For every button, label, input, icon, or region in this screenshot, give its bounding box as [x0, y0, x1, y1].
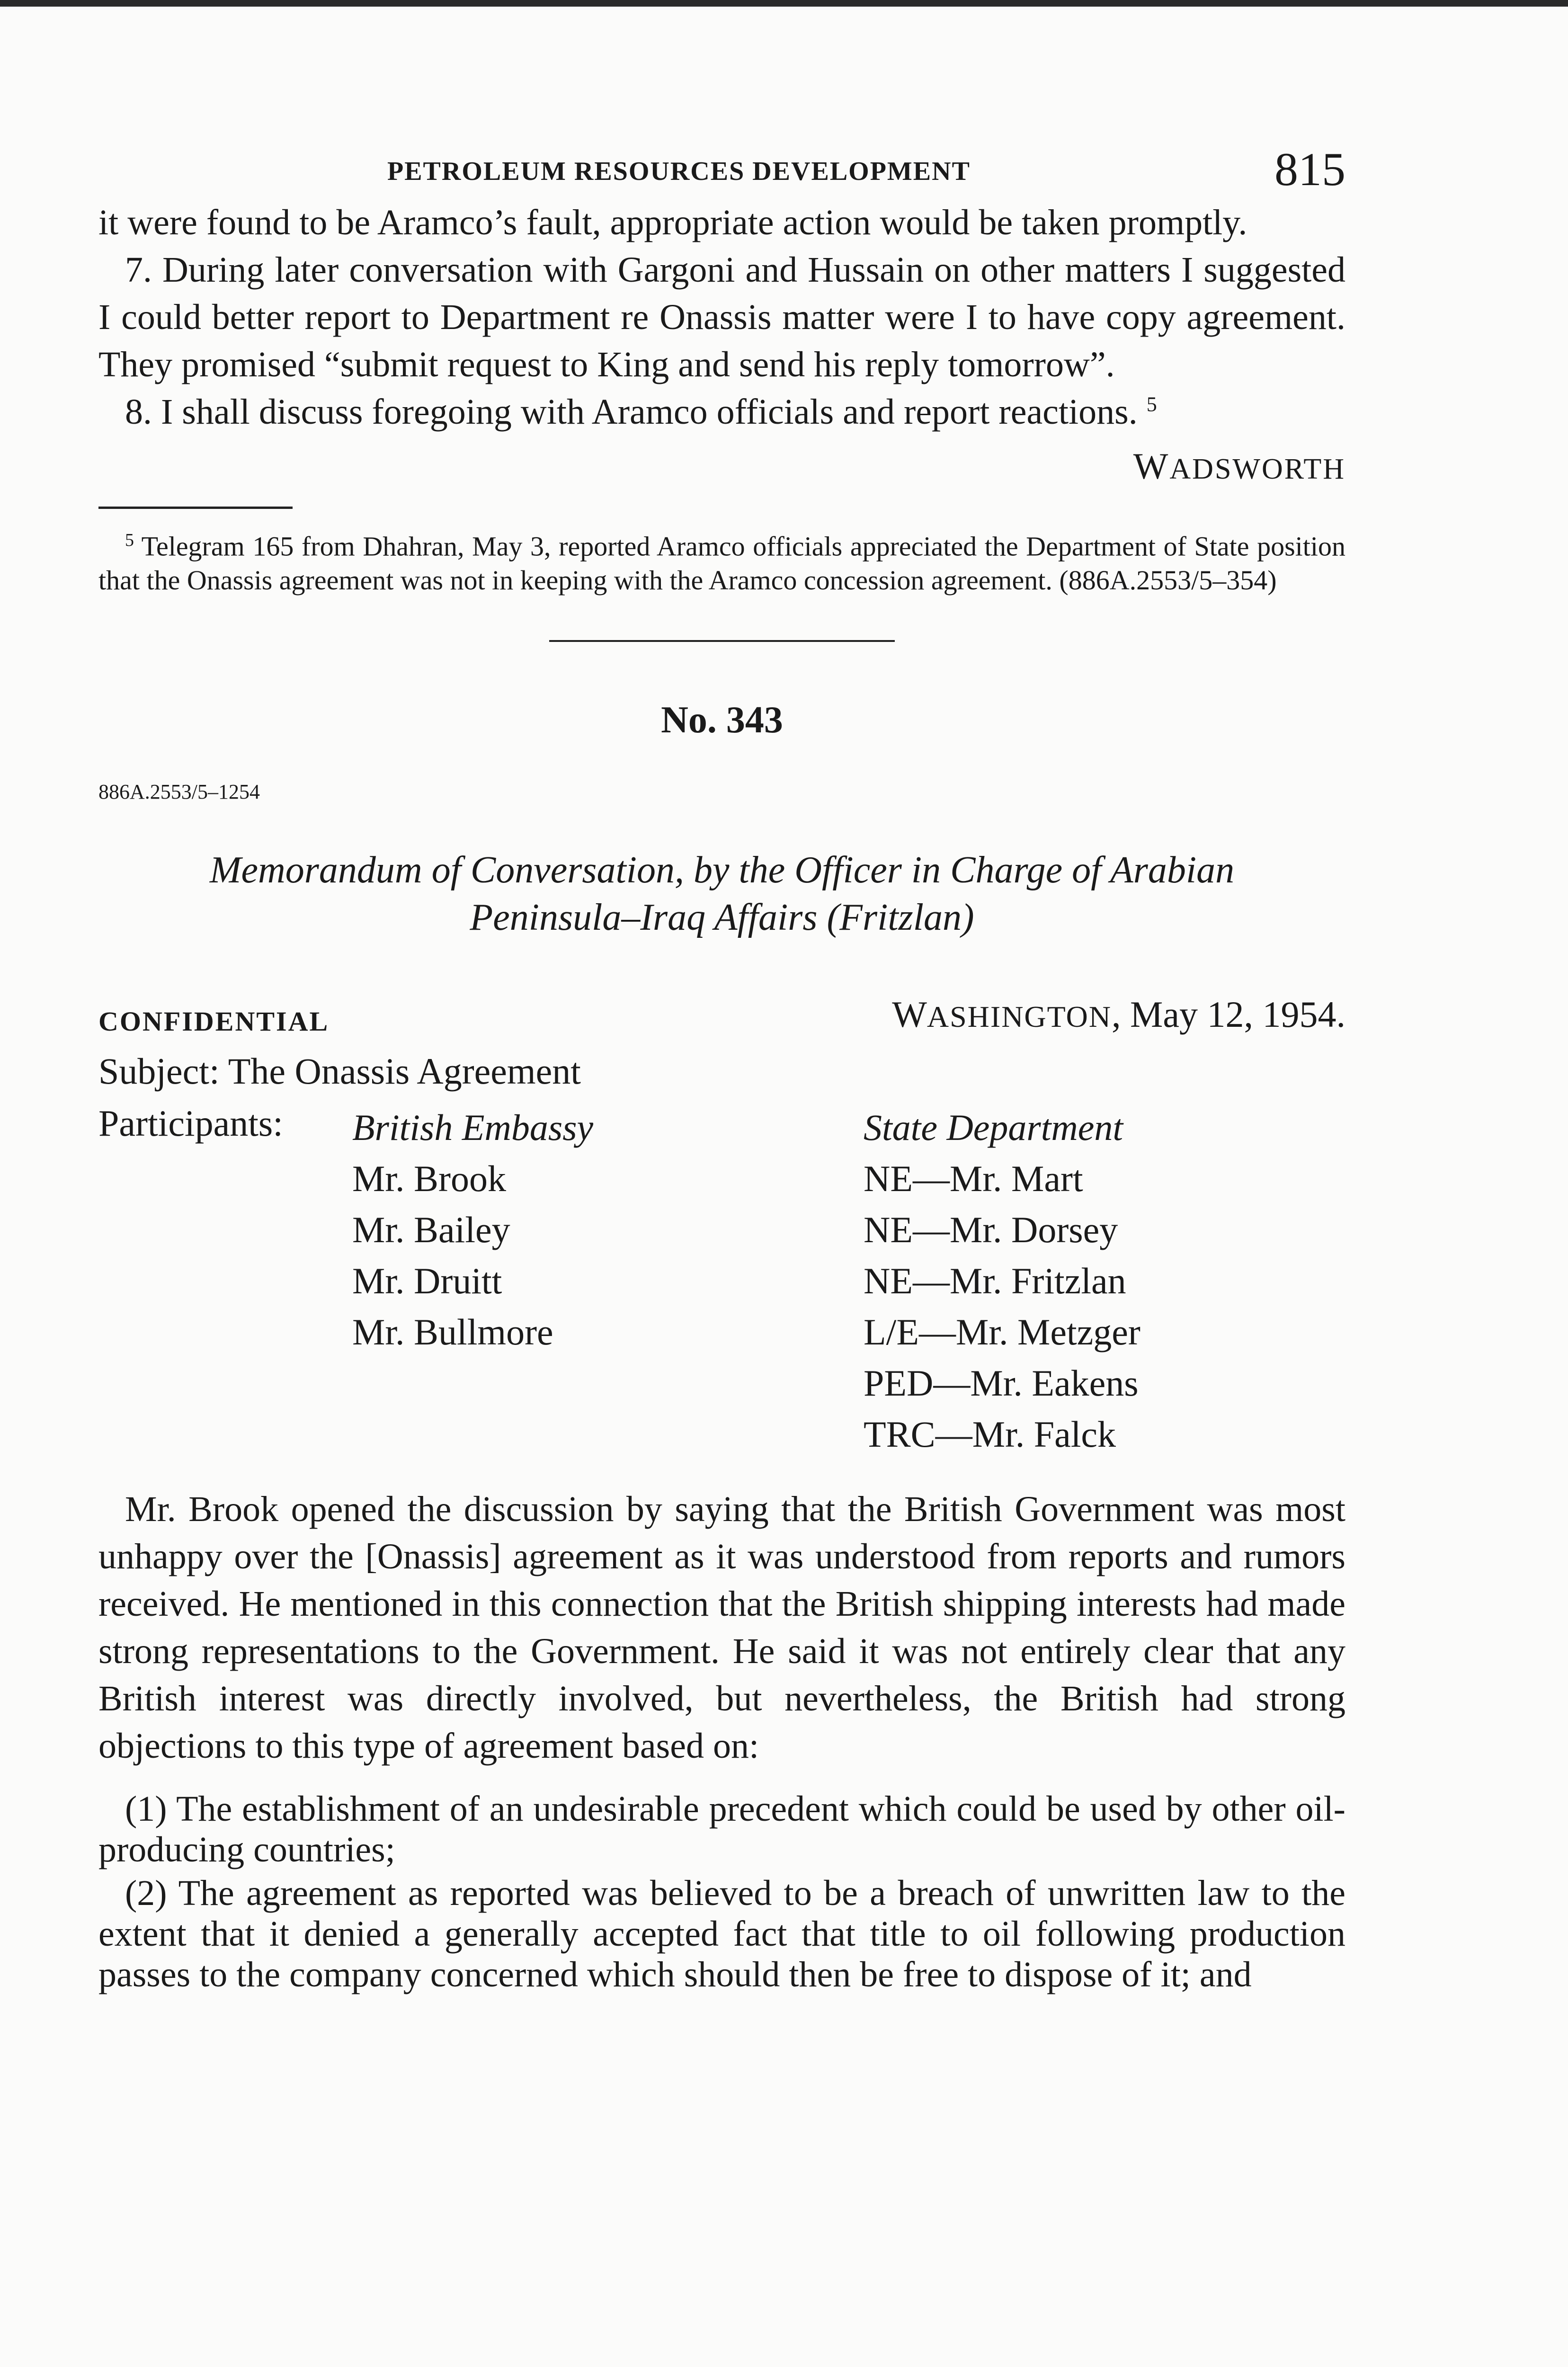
participant-name: L/E—Mr. Metzger: [864, 1311, 1140, 1353]
running-title: PETROLEUM RESOURCES DEVELOPMENT: [387, 157, 971, 186]
paragraph-8: [98, 388, 1345, 436]
paragraph-8-text: 8. I shall discuss foregoing with Aramco officials and report reactions.: [125, 392, 1138, 432]
page-content: [98, 142, 1345, 1998]
participant-name: NE—Mr. Dorsey: [864, 1209, 1118, 1251]
subject-line: Subject: The Onassis Agreement: [98, 1050, 581, 1092]
participant-name: PED—Mr. Eakens: [864, 1362, 1139, 1404]
signature-initial: W: [1133, 445, 1170, 487]
footnote-marker: 5: [125, 530, 134, 550]
document-title-line-1: Memorandum of Conversation, by the Officer in Charge of Arabian: [209, 849, 1235, 891]
british-participants: [352, 1102, 593, 1358]
objections-list: [98, 1789, 1345, 1995]
british-heading: British Embassy: [352, 1107, 594, 1148]
state-participants: [864, 1102, 1140, 1460]
classification-date-row: [98, 993, 1345, 1045]
participant-name: NE—Mr. Fritzlan: [864, 1260, 1126, 1302]
signature-rest: ADSWORTH: [1169, 453, 1345, 485]
participant-name: TRC—Mr. Falck: [864, 1414, 1116, 1455]
document-title: [98, 846, 1345, 941]
footnote-text: Telegram 165 from Dhahran, May 3, reported Aramco officials appreciated the Department of State position that the Onassis agreement was not in keeping with the Aramco concession agreement. (886A.2553/5–354): [98, 531, 1346, 596]
participants-block: [98, 1102, 1345, 1476]
participant-name: NE—Mr. Mart: [864, 1158, 1083, 1200]
continuation-paragraph: it were found to be Aramco’s fault, appropriate action would be taken promptly.: [98, 203, 1247, 242]
paragraph-7: 7. During later conversation with Gargoni and Hussain on other matters I suggested I could better report to Department re Onassis matter were I to have copy agreement. They promised “submit request to King and send his reply tomorrow”.: [98, 250, 1345, 384]
date: , May 12, 1954.: [1112, 994, 1345, 1035]
signature: [98, 445, 1345, 488]
participant-name: Mr. Druitt: [352, 1260, 502, 1302]
classification-label: CONFIDENTIAL: [98, 1006, 330, 1037]
list-item: (2) The agreement as reported was believed to be a breach of unwritten law to the extent that it denied a generally accepted fact that title to oil following production passes to the company concerned which should then be free to dispose of it; and: [98, 1873, 1345, 1995]
state-heading: State Department: [864, 1107, 1123, 1148]
footnote: [98, 523, 1345, 597]
main-paragraph: Mr. Brook opened the discussion by saying that the British Government was most unhappy over the [Onassis] agreement as it was understood from reports and rumors received. He mentioned in this connection that the British shipping interests had made strong representations to the Government. He said it was not entirely clear that any British interest was directly involved, but nevertheless, the British had strong objections to this type of agreement based on:: [98, 1489, 1345, 1766]
file-reference: 886A.2553/5–1254: [98, 780, 260, 804]
document-title-line-2: Peninsula–Iraq Affairs (Fritzlan): [470, 897, 974, 939]
participant-name: Mr. Bailey: [352, 1209, 510, 1251]
participant-name: Mr. Brook: [352, 1158, 507, 1200]
place-initial: W: [892, 994, 927, 1035]
place-date: [892, 993, 1345, 1036]
place-rest: ASHINGTON: [927, 1000, 1112, 1034]
footnote-divider: [98, 507, 293, 509]
document-number: No. 343: [661, 699, 783, 741]
participants-label: Participants:: [98, 1103, 283, 1144]
page-number: 815: [1274, 143, 1345, 196]
top-edge-rule: [0, 0, 1568, 7]
section-divider: [549, 640, 895, 642]
list-item: (1) The establishment of an undesirable precedent which could be used by other oil-producing countries;: [98, 1789, 1345, 1870]
footnote-reference: 5: [1146, 392, 1157, 416]
participant-name: Mr. Bullmore: [352, 1311, 553, 1353]
running-head: [98, 142, 1345, 199]
